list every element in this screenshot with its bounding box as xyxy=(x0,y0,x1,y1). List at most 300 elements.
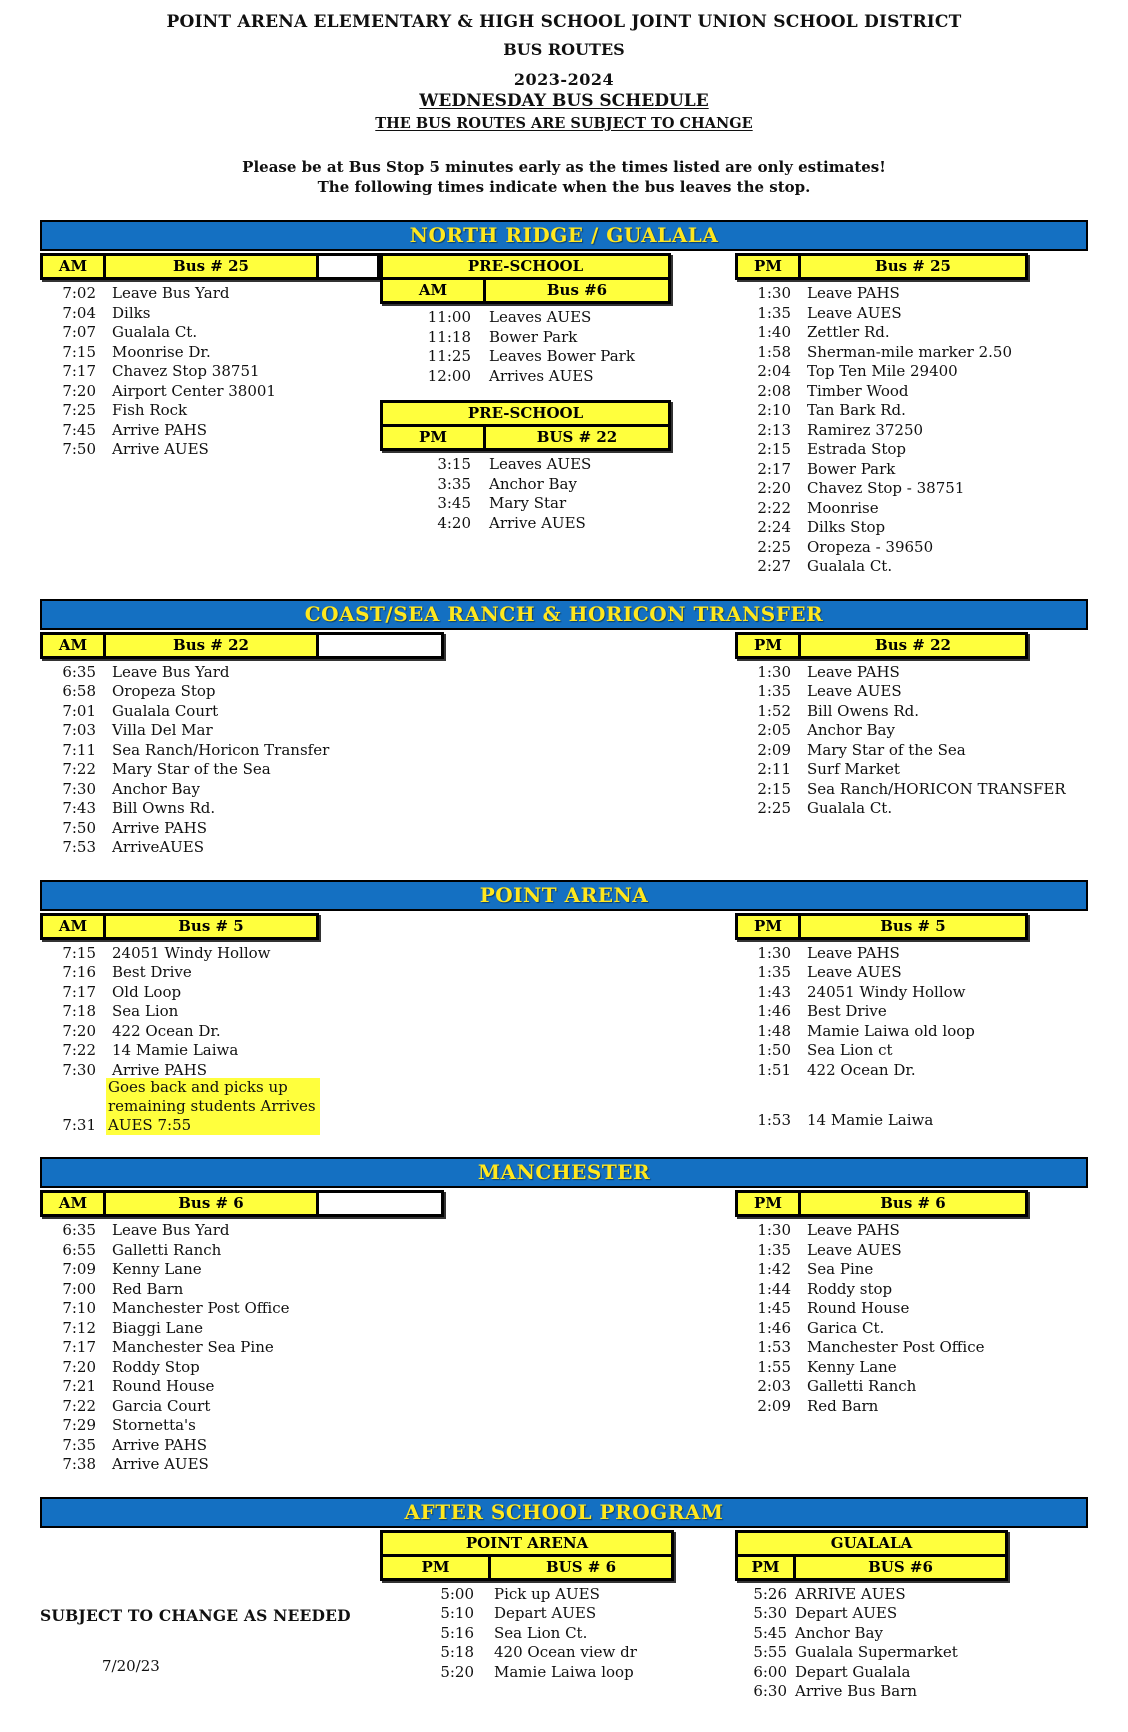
schedule-rows xyxy=(40,663,380,858)
stop-cell: 24051 Windy Hollow xyxy=(807,982,966,1001)
stop-cell: Estrada Stop xyxy=(807,440,907,458)
stop-cell: Dilks xyxy=(112,303,151,322)
time-cell: 7:12 xyxy=(62,1318,96,1337)
schedule-block xyxy=(380,1530,735,1683)
schedule-group xyxy=(40,253,380,460)
stop-cell: 14 Mamie Laiwa xyxy=(807,1111,934,1129)
stop-cell: 24051 Windy Hollow xyxy=(112,943,271,962)
bus-number-cell: Bus # 6 xyxy=(801,1193,1025,1214)
time-cell: 7:17 xyxy=(62,362,96,380)
section-banner: NORTH RIDGE / GUALALA xyxy=(40,220,1088,251)
schedule-row xyxy=(735,1338,1028,1358)
pickup-note-text xyxy=(106,1078,320,1135)
time-cell: 7:21 xyxy=(62,1377,96,1395)
schedule-row xyxy=(735,1585,1028,1605)
schedule-table-header xyxy=(40,1190,444,1217)
stop-cell: ARRIVE AUES xyxy=(795,1584,906,1603)
district-title: POINT ARENA ELEMENTARY & HIGH SCHOOL JOINT UNION SCHOOL DISTRICT xyxy=(166,12,962,32)
stop-cell: Sherman-mile marker 2.50 xyxy=(807,342,1012,361)
schedule-row xyxy=(735,1022,1028,1042)
stop-cell: Leave AUES xyxy=(807,303,902,322)
stop-cell: Arrives AUES xyxy=(489,366,594,385)
time-cell: 1:50 xyxy=(757,1041,791,1059)
schedule-row xyxy=(40,1299,380,1319)
time-cell: 4:20 xyxy=(437,513,471,532)
schedule-row xyxy=(735,440,1028,460)
time-cell: 7:29 xyxy=(62,1416,96,1434)
stop-cell: Red Barn xyxy=(112,1279,184,1298)
schedule-row xyxy=(735,1604,1028,1624)
stop-cell: Arrive PAHS xyxy=(112,818,207,837)
subject-to-change-line: THE BUS ROUTES ARE SUBJECT TO CHANGE xyxy=(375,115,753,132)
stop-cell: Mary Star of the Sea xyxy=(807,740,966,759)
stop-cell: Mary Star of the Sea xyxy=(112,760,271,778)
schedule-table-header xyxy=(40,632,444,659)
time-cell: 1:53 xyxy=(757,1338,791,1356)
section-banner: MANCHESTER xyxy=(40,1157,1088,1188)
time-cell: 1:45 xyxy=(757,1299,791,1317)
time-cell: 6:58 xyxy=(62,682,96,700)
schedule-row xyxy=(40,1022,380,1042)
schedule-row xyxy=(735,382,1028,402)
time-cell: 7:22 xyxy=(62,760,96,778)
stop-cell: Arrive AUES xyxy=(489,513,586,532)
time-cell: 1:35 xyxy=(757,303,791,322)
pickup-note-time: 7:31 xyxy=(62,1116,96,1134)
schedule-row xyxy=(735,1397,1028,1417)
schedule-row xyxy=(735,1319,1028,1339)
schedule-row xyxy=(735,721,1028,741)
schedule-row xyxy=(735,799,1028,819)
time-cell: 7:50 xyxy=(62,440,96,458)
time-period-cell: PM xyxy=(738,635,798,656)
time-cell: 1:46 xyxy=(757,1002,791,1020)
time-cell: 6:30 xyxy=(753,1682,787,1700)
filler-cell xyxy=(319,1193,441,1214)
schedule-row xyxy=(380,1585,735,1605)
schedule-row xyxy=(735,557,1028,577)
schedule-row xyxy=(40,421,380,441)
schedule-row xyxy=(380,1643,735,1663)
schedule-row xyxy=(380,455,735,475)
stop-cell: Leaves AUES xyxy=(489,308,592,326)
stop-cell: Sea Ranch/Horicon Transfer xyxy=(112,740,330,759)
early-arrival-note: Please be at Bus Stop 5 minutes early as the times listed are only estimates! xyxy=(242,158,886,176)
stop-cell: Mamie Laiwa loop xyxy=(494,1662,634,1681)
time-cell: 7:03 xyxy=(62,721,96,739)
stop-cell: Gualala Supermarket xyxy=(795,1643,958,1661)
time-cell: 5:30 xyxy=(753,1604,787,1622)
schedule-row xyxy=(40,838,380,858)
time-period-cell: PM xyxy=(383,1557,488,1578)
time-cell: 7:30 xyxy=(62,1060,96,1079)
schedule-block xyxy=(40,913,380,1136)
stop-cell: Leaves Bower Park xyxy=(489,347,635,365)
stop-cell: Leaves AUES xyxy=(489,455,592,473)
schedule-group xyxy=(735,632,1066,819)
schedule-row xyxy=(40,963,380,983)
route-section xyxy=(40,1157,1088,1475)
schedule-rows xyxy=(380,308,735,386)
bus-number-cell: Bus # 25 xyxy=(106,256,316,277)
time-cell: 6:35 xyxy=(62,1221,96,1239)
time-cell: 2:15 xyxy=(757,440,791,458)
time-cell: 7:20 xyxy=(62,1357,96,1376)
schedule-row xyxy=(40,780,380,800)
schedule-sections xyxy=(40,220,1088,1702)
stop-cell: Sea Ranch/HORICON TRANSFER xyxy=(807,779,1066,798)
stop-cell: Sea Lion xyxy=(112,1002,179,1020)
schedule-row xyxy=(735,983,1028,1003)
stop-cell: Anchor Bay xyxy=(795,1623,883,1642)
time-cell: 11:25 xyxy=(427,347,471,365)
schedule-rows xyxy=(40,1221,380,1475)
schedule-table-header xyxy=(380,400,671,451)
stop-cell: Arrive PAHS xyxy=(112,420,207,439)
bus-number-cell: Bus # 22 xyxy=(801,635,1025,656)
schedule-title: WEDNESDAY BUS SCHEDULE xyxy=(419,91,709,111)
schedule-row xyxy=(40,1221,380,1241)
time-cell: 1:44 xyxy=(757,1279,791,1298)
filler-cell xyxy=(319,256,377,277)
schedule-row xyxy=(735,1643,1028,1663)
schedule-row xyxy=(735,1624,1028,1644)
schedule-row xyxy=(40,799,380,819)
time-cell: 2:25 xyxy=(757,799,791,817)
schedule-table-header xyxy=(380,253,671,304)
schedule-table-header xyxy=(735,632,1028,659)
bus-number-cell: BUS #6 xyxy=(796,1557,1005,1578)
schedule-row xyxy=(735,362,1028,382)
section-columns xyxy=(40,632,1088,858)
time-cell: 1:30 xyxy=(757,284,791,302)
schedule-row xyxy=(735,1377,1028,1397)
stop-cell: Garica Ct. xyxy=(807,1318,885,1337)
time-cell: 1:35 xyxy=(757,1240,791,1259)
stop-cell: Sea Lion ct xyxy=(807,1041,893,1059)
footer-subject-note: SUBJECT TO CHANGE AS NEEDED xyxy=(40,1605,351,1625)
stop-cell: Airport Center 38001 xyxy=(112,381,276,400)
schedule-row xyxy=(40,702,380,722)
schedule-row xyxy=(40,362,380,382)
time-cell: 1:48 xyxy=(757,1021,791,1040)
schedule-row xyxy=(735,944,1028,964)
time-cell: 7:00 xyxy=(62,1279,96,1298)
stop-cell: Leave PAHS xyxy=(807,943,900,962)
route-section xyxy=(40,220,1088,577)
schedule-row xyxy=(40,1280,380,1300)
stop-cell: 422 Ocean Dr. xyxy=(807,1060,916,1079)
schedule-row xyxy=(40,1338,380,1358)
schedule-row xyxy=(735,1041,1028,1061)
schedule-group xyxy=(735,253,1028,577)
schedule-block xyxy=(735,253,1028,577)
stop-cell: Leave Bus Yard xyxy=(112,662,230,681)
stop-cell: Moonrise Dr. xyxy=(112,342,211,361)
schedule-row xyxy=(735,460,1028,480)
schedule-row xyxy=(735,1061,1028,1081)
filler-cell xyxy=(319,635,441,656)
schedule-row xyxy=(735,1299,1028,1319)
time-cell: 2:03 xyxy=(757,1377,791,1395)
stop-cell: Chavez Stop - 38751 xyxy=(807,479,965,497)
section-banner: AFTER SCHOOL PROGRAM xyxy=(40,1497,1088,1528)
schedule-row xyxy=(735,760,1028,780)
schedule-row xyxy=(735,499,1028,519)
schedule-table-header xyxy=(380,1530,674,1581)
schedule-row xyxy=(735,401,1028,421)
schedule-row xyxy=(380,328,735,348)
section-columns xyxy=(40,913,1088,1136)
time-period-cell: AM xyxy=(43,1193,103,1214)
schedule-row xyxy=(380,1604,735,1624)
time-period-cell: AM xyxy=(43,916,103,937)
stop-cell: 14 Mamie Laiwa xyxy=(112,1041,239,1059)
stop-cell: Depart AUES xyxy=(795,1604,898,1622)
time-cell: 7:43 xyxy=(62,799,96,817)
pickup-note-line: AUES 7:55 xyxy=(108,1116,192,1134)
schedule-row xyxy=(735,1260,1028,1280)
schedule-row xyxy=(380,494,735,514)
time-cell: 7:09 xyxy=(62,1260,96,1278)
time-cell: 5:10 xyxy=(440,1604,474,1622)
schedule-table-header xyxy=(735,913,1028,940)
stop-cell: Anchor Bay xyxy=(489,474,577,493)
route-area-header-cell: GUALALA xyxy=(738,1533,1005,1554)
stop-cell: Arrive PAHS xyxy=(112,1060,207,1079)
stop-cell: ArriveAUES xyxy=(112,838,205,856)
time-cell: 1:30 xyxy=(757,662,791,681)
schedule-block xyxy=(380,253,735,386)
time-cell: 2:10 xyxy=(757,401,791,419)
schedule-row xyxy=(40,1416,380,1436)
schedule-row xyxy=(40,760,380,780)
time-cell: 1:42 xyxy=(757,1260,791,1278)
stop-cell: Leave AUES xyxy=(807,1240,902,1259)
time-cell: 11:00 xyxy=(427,308,471,326)
stop-cell: Leave Bus Yard xyxy=(112,284,230,302)
stop-cell: Manchester Sea Pine xyxy=(112,1338,274,1356)
stop-cell: Kenny Lane xyxy=(807,1357,897,1376)
stop-cell: Anchor Bay xyxy=(807,721,895,739)
time-period-cell: PM xyxy=(738,1557,793,1578)
time-cell: 7:17 xyxy=(62,982,96,1001)
stop-cell: Sea Pine xyxy=(807,1260,874,1278)
time-cell: 1:30 xyxy=(757,1221,791,1239)
time-cell: 2:25 xyxy=(757,537,791,556)
schedule-row xyxy=(735,663,1028,683)
time-cell: 11:18 xyxy=(427,327,471,346)
schedule-row xyxy=(40,1241,380,1261)
time-cell: 7:35 xyxy=(62,1435,96,1454)
stop-cell: Stornetta's xyxy=(112,1416,196,1434)
bus-number-cell: BUS # 6 xyxy=(491,1557,671,1578)
bus-number-cell: Bus # 25 xyxy=(801,256,1025,277)
schedule-row xyxy=(380,514,735,534)
time-cell: 3:35 xyxy=(437,474,471,493)
time-cell: 7:50 xyxy=(62,818,96,837)
schedule-row xyxy=(735,538,1028,558)
pickup-note-line: Goes back and picks up xyxy=(108,1078,288,1096)
time-cell: 7:20 xyxy=(62,1021,96,1040)
departure-note: The following times indicate when the bus leaves the stop. xyxy=(317,178,811,196)
time-cell: 1:58 xyxy=(757,342,791,361)
time-cell: 5:45 xyxy=(753,1623,787,1642)
time-cell: 7:10 xyxy=(62,1299,96,1317)
schedule-row xyxy=(40,819,380,839)
time-cell: 5:20 xyxy=(440,1662,474,1681)
schedule-rows xyxy=(735,1221,1028,1416)
bus-number-cell: Bus # 22 xyxy=(106,635,316,656)
time-cell: 7:02 xyxy=(62,284,96,302)
stop-cell: Leave AUES xyxy=(807,963,902,981)
stop-cell: Leave Bus Yard xyxy=(112,1221,230,1239)
time-cell: 2:09 xyxy=(757,740,791,759)
schedule-row xyxy=(40,1002,380,1022)
schedule-group xyxy=(735,1190,1028,1416)
schedule-rows xyxy=(735,944,1028,1131)
schedule-row xyxy=(40,1436,380,1456)
schedule-row xyxy=(40,1358,380,1378)
time-period-cell: AM xyxy=(383,280,483,301)
stop-cell: Leave AUES xyxy=(807,682,902,700)
schedule-row xyxy=(40,1455,380,1475)
stop-cell: Arrive Bus Barn xyxy=(795,1682,918,1700)
time-cell: 7:16 xyxy=(62,963,96,981)
stop-cell: Oropeza Stop xyxy=(112,682,216,700)
bus-number-cell: Bus # 6 xyxy=(106,1193,316,1214)
stop-cell: Mary Star xyxy=(489,494,567,512)
stop-cell: Mamie Laiwa old loop xyxy=(807,1021,975,1040)
schedule-row xyxy=(40,721,380,741)
schedule-row xyxy=(40,663,380,683)
route-area-header-cell: PRE-SCHOOL xyxy=(383,403,668,424)
schedule-group xyxy=(380,253,735,533)
footer-date: 7/20/23 xyxy=(102,1656,160,1675)
time-cell: 7:53 xyxy=(62,838,96,856)
stop-cell: Depart Gualala xyxy=(795,1662,911,1681)
time-cell: 2:20 xyxy=(757,479,791,497)
schedule-group xyxy=(380,1530,735,1683)
schedule-group xyxy=(735,913,1028,1131)
stop-cell: Gualala Ct. xyxy=(112,323,198,341)
time-cell: 1:46 xyxy=(757,1318,791,1337)
section-banner: COAST/SEA RANCH & HORICON TRANSFER xyxy=(40,599,1088,630)
stop-cell: Surf Market xyxy=(807,760,900,778)
time-period-cell: PM xyxy=(738,916,798,937)
schedule-row xyxy=(735,963,1028,983)
time-cell: 7:15 xyxy=(62,342,96,361)
schedule-row xyxy=(380,347,735,367)
stop-cell: Villa Del Mar xyxy=(112,721,213,739)
time-cell: 7:22 xyxy=(62,1396,96,1415)
time-cell: 7:18 xyxy=(62,1002,96,1020)
schedule-block xyxy=(735,1190,1028,1416)
schedule-row xyxy=(735,323,1028,343)
stop-cell: Bower Park xyxy=(489,327,578,346)
stop-cell: Galletti Ranch xyxy=(807,1377,917,1395)
schedule-row xyxy=(735,1358,1028,1378)
stop-cell: 422 Ocean Dr. xyxy=(112,1021,221,1040)
time-cell: 7:11 xyxy=(62,740,96,759)
time-cell: 1:55 xyxy=(757,1357,791,1376)
time-cell: 2:05 xyxy=(757,721,791,739)
stop-cell: Fish Rock xyxy=(112,401,188,419)
stop-cell: Timber Wood xyxy=(807,381,909,400)
schedule-row xyxy=(40,741,380,761)
schedule-table-header xyxy=(735,1530,1008,1581)
time-cell: 1:35 xyxy=(757,682,791,700)
stop-cell: Pick up AUES xyxy=(494,1584,600,1603)
footer-note-group xyxy=(40,1530,380,1675)
stop-cell: Bill Owens Rd. xyxy=(807,701,919,720)
time-cell: 6:35 xyxy=(62,662,96,681)
route-section xyxy=(40,599,1088,858)
schedule-row xyxy=(40,382,380,402)
stop-cell: Manchester Post Office xyxy=(807,1338,985,1356)
time-cell: 7:17 xyxy=(62,1338,96,1356)
schedule-row xyxy=(380,308,735,328)
stop-cell: Manchester Post Office xyxy=(112,1299,290,1317)
school-year: 2023-2024 xyxy=(513,70,615,89)
time-period-cell: PM xyxy=(738,1193,798,1214)
schedule-table-header xyxy=(40,913,319,940)
time-period-cell: AM xyxy=(43,635,103,656)
schedule-rows xyxy=(380,455,735,533)
stop-cell: Leave PAHS xyxy=(807,1221,900,1239)
section-columns xyxy=(40,1190,1088,1475)
time-cell: 1:43 xyxy=(757,982,791,1001)
pickup-note xyxy=(40,1078,380,1135)
schedule-group xyxy=(40,913,380,1136)
stop-cell: 420 Ocean view dr xyxy=(494,1643,637,1661)
time-cell: 7:22 xyxy=(62,1041,96,1059)
time-cell: 2:15 xyxy=(757,779,791,798)
schedule-rows xyxy=(735,1585,1028,1702)
schedule-row xyxy=(735,702,1028,722)
time-cell: 3:15 xyxy=(437,455,471,473)
bus-number-cell: BUS # 22 xyxy=(486,427,668,448)
schedule-row xyxy=(40,1260,380,1280)
route-area-header-cell: POINT ARENA xyxy=(383,1533,671,1554)
time-cell: 7:20 xyxy=(62,381,96,400)
time-period-cell: AM xyxy=(43,256,103,277)
schedule-row xyxy=(40,343,380,363)
schedule-row xyxy=(735,1221,1028,1241)
time-cell: 2:27 xyxy=(757,557,791,575)
schedule-rows xyxy=(735,284,1028,577)
stop-cell: Galletti Ranch xyxy=(112,1240,222,1259)
stop-cell: Garcia Court xyxy=(112,1396,211,1415)
stop-cell: Moonrise xyxy=(807,498,879,517)
schedule-row xyxy=(735,741,1028,761)
section-columns xyxy=(40,253,1088,577)
stop-cell: Gualala Ct. xyxy=(807,799,893,817)
stop-cell: Best Drive xyxy=(112,963,192,981)
schedule-row xyxy=(40,944,380,964)
time-cell: 7:15 xyxy=(62,943,96,962)
schedule-row xyxy=(735,1241,1028,1261)
time-cell: 2:08 xyxy=(757,381,791,400)
schedule-row xyxy=(380,1624,735,1644)
stop-cell: Roddy stop xyxy=(807,1279,893,1298)
stop-cell: Depart AUES xyxy=(494,1604,597,1622)
stop-cell: Gualala Ct. xyxy=(807,557,893,575)
schedule-group xyxy=(735,1530,1028,1702)
time-cell: 2:17 xyxy=(757,459,791,478)
bus-number-cell: Bus #6 xyxy=(486,280,668,301)
schedule-group xyxy=(40,1190,380,1475)
